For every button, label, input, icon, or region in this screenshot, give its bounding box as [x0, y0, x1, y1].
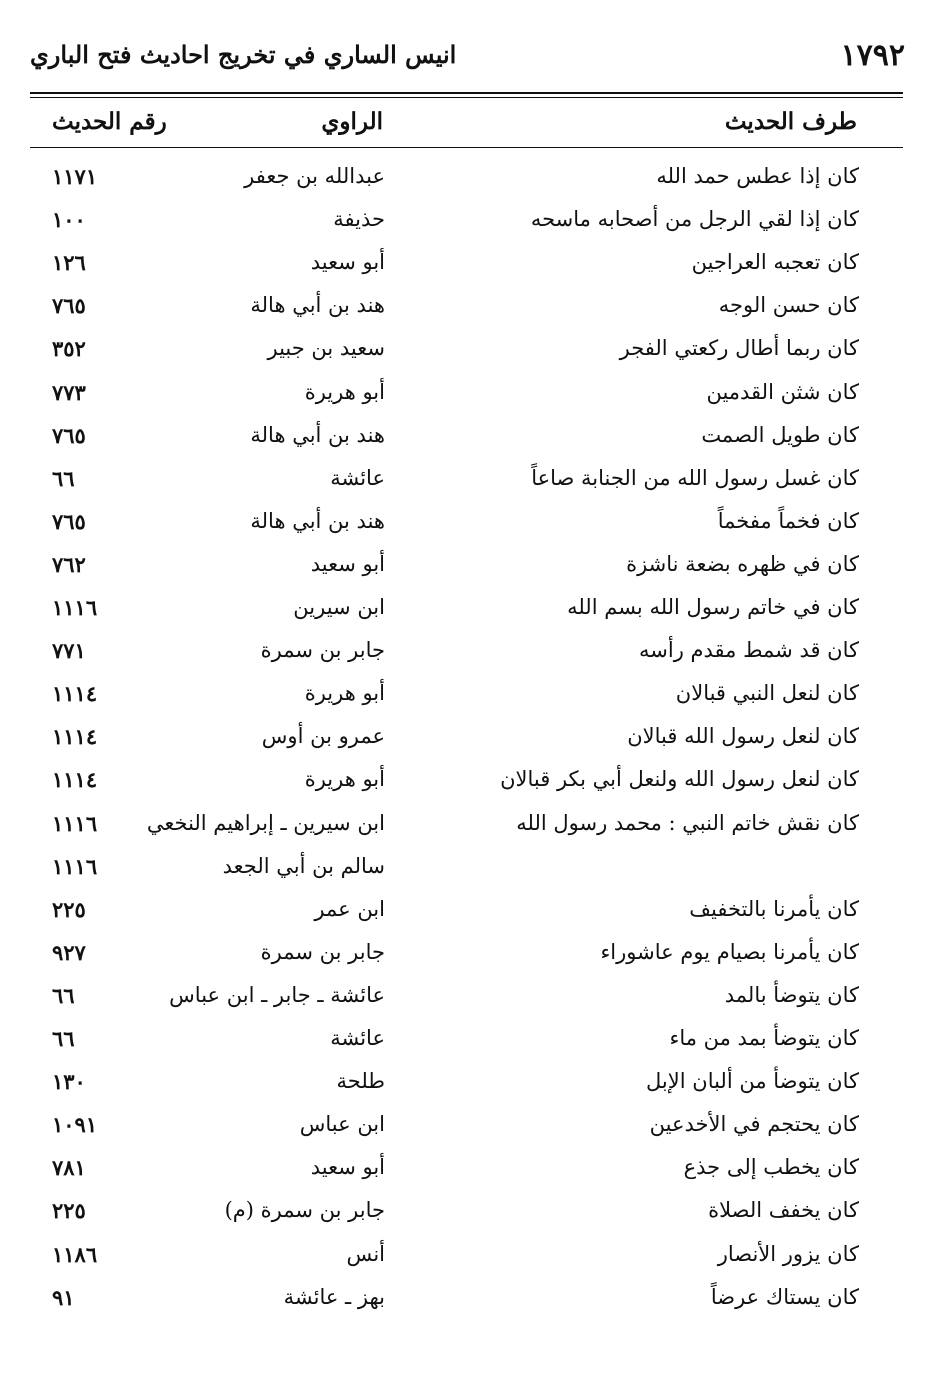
narrator-name: أبو هريرة: [304, 767, 385, 791]
hadith-number: ١٠٠: [52, 207, 86, 232]
hadith-number: ٧٦٥: [52, 423, 86, 448]
narrator-name: عمرو بن أوس: [261, 724, 385, 748]
narrator-name: هند بن أبي هالة: [250, 293, 385, 317]
column-heading-hadith: طرف الحديث: [724, 108, 857, 135]
hadith-text: كان لنعل النبي قبالان: [675, 681, 859, 705]
table-row: [0, 284, 945, 327]
running-head: [30, 36, 905, 78]
page-number: ١٧٩٢: [840, 38, 905, 73]
table-row: [0, 1233, 945, 1276]
hadith-text: كان يتوضأ بمد من ماء: [669, 1026, 859, 1050]
hadith-number: ٧٧١: [52, 638, 86, 663]
header-rule-thin: [30, 97, 903, 98]
column-heading-number: رقم الحديث: [52, 108, 167, 135]
hadith-number: ٧٦٢: [52, 552, 86, 577]
hadith-number: ١١١٤: [52, 767, 98, 792]
table-row: [0, 931, 945, 974]
hadith-text: كان يخطب إلى جذع: [683, 1155, 859, 1179]
hadith-text: كان نقش خاتم النبي : محمد رسول الله: [516, 811, 859, 835]
table-row: [0, 802, 945, 845]
hadith-text: كان طويل الصمت: [701, 423, 859, 447]
hadith-number: ١١١٤: [52, 681, 98, 706]
hadith-text: كان لنعل رسول الله قبالان: [627, 724, 859, 748]
table-row: [0, 543, 945, 586]
narrator-name: جابر بن سمرة (م): [224, 1198, 385, 1222]
narrator-name: طلحة: [336, 1069, 385, 1093]
table-row: [0, 155, 945, 198]
table-row: [0, 457, 945, 500]
narrator-name: سالم بن أبي الجعد: [222, 854, 385, 878]
hadith-text: كان يستاك عرضاً: [710, 1285, 859, 1309]
hadith-number: ١١٧١: [52, 164, 98, 189]
narrator-name: ابن عباس: [299, 1112, 385, 1136]
hadith-number: ١١١٦: [52, 595, 98, 620]
hadith-number: ٦٦: [52, 1026, 75, 1051]
table-row: [0, 198, 945, 241]
hadith-number: ٦٦: [52, 466, 75, 491]
table-row: [0, 414, 945, 457]
table-row: [0, 586, 945, 629]
table-row: [0, 371, 945, 414]
table-row: [0, 1189, 945, 1232]
narrator-name: جابر بن سمرة: [260, 638, 385, 662]
hadith-number: ٧٨١: [52, 1155, 86, 1180]
hadith-text: كان يزور الأنصار: [717, 1242, 859, 1266]
hadith-text: كان غسل رسول الله من الجنابة صاعاً: [531, 466, 859, 490]
hadith-number: ١١٨٦: [52, 1242, 98, 1267]
narrator-name: عبدالله بن جعفر: [244, 164, 385, 188]
table-row: [0, 1017, 945, 1060]
narrator-name: أبو سعيد: [310, 552, 385, 576]
narrator-name: حذيفة: [333, 207, 385, 231]
table-row: [0, 327, 945, 370]
narrator-name: ابن عمر: [314, 897, 385, 921]
hadith-number: ١١١٦: [52, 811, 98, 836]
hadith-number: ٢٢٥: [52, 1198, 86, 1223]
hadith-text: كان شثن القدمين: [706, 380, 859, 404]
hadith-text: كان يخفف الصلاة: [708, 1198, 859, 1222]
table-row: [0, 1103, 945, 1146]
header-rule: [30, 92, 903, 94]
hadith-text: كان تعجبه العراجين: [691, 250, 859, 274]
narrator-name: أبو سعيد: [310, 1155, 385, 1179]
hadith-number: ٩١: [52, 1285, 75, 1310]
table-row: [0, 758, 945, 801]
narrator-name: أبو سعيد: [310, 250, 385, 274]
hadith-text: كان يحتجم في الأخدعين: [649, 1112, 859, 1136]
narrator-name: هند بن أبي هالة: [250, 509, 385, 533]
hadith-number: ٧٦٥: [52, 509, 86, 534]
hadith-number: ٧٧٣: [52, 380, 86, 405]
hadith-text: كان فخماً مفخماً: [717, 509, 859, 533]
column-heading-rule: [30, 147, 903, 148]
narrator-name: هند بن أبي هالة: [250, 423, 385, 447]
hadith-text: كان لنعل رسول الله ولنعل أبي بكر قبالان: [500, 767, 859, 791]
hadith-number: ٧٦٥: [52, 293, 86, 318]
hadith-text: كان ربما أطال ركعتي الفجر: [619, 336, 859, 360]
table-row: [0, 715, 945, 758]
hadith-text: كان قد شمط مقدم رأسه: [639, 638, 859, 662]
table-row: [0, 845, 945, 888]
narrator-name: عائشة: [330, 1026, 385, 1050]
hadith-text: كان يأمرنا بصيام يوم عاشوراء: [600, 940, 859, 964]
table-row: [0, 1146, 945, 1189]
table-row: [0, 888, 945, 931]
narrator-name: بهز ـ عائشة: [283, 1285, 385, 1309]
narrator-name: أبو هريرة: [304, 380, 385, 404]
hadith-number: ٣٥٢: [52, 336, 86, 361]
narrator-name: عائشة: [330, 466, 385, 490]
column-heading-narrator: الراوي: [321, 108, 383, 135]
hadith-text: كان في خاتم رسول الله بسم الله: [567, 595, 859, 619]
table-row: [0, 1276, 945, 1319]
hadith-text: كان يتوضأ بالمد: [724, 983, 859, 1007]
hadith-number: ١٠٩١: [52, 1112, 98, 1137]
hadith-number: ٢٢٥: [52, 897, 86, 922]
narrator-name: ابن سيرين ـ إبراهيم النخعي: [146, 811, 385, 835]
narrator-name: أنس: [346, 1242, 385, 1266]
hadith-text: كان في ظهره بضعة ناشزة: [626, 552, 859, 576]
narrator-name: عائشة ـ جابر ـ ابن عباس: [169, 983, 385, 1007]
hadith-text: كان يتوضأ من ألبان الإبل: [646, 1069, 859, 1093]
hadith-text: كان إذا عطس حمد الله: [656, 164, 859, 188]
book-title: انيس الساري في تخريج احاديث فتح الباري: [30, 40, 457, 69]
hadith-text: كان حسن الوجه: [718, 293, 859, 317]
hadith-text: كان يأمرنا بالتخفيف: [689, 897, 859, 921]
hadith-number: ١٣٠: [52, 1069, 86, 1094]
table-row: [0, 500, 945, 543]
hadith-number: ٩٢٧: [52, 940, 86, 965]
narrator-name: جابر بن سمرة: [260, 940, 385, 964]
narrator-name: أبو هريرة: [304, 681, 385, 705]
hadith-number: ١١١٤: [52, 724, 98, 749]
table-row: [0, 974, 945, 1017]
table-row: [0, 629, 945, 672]
table-row: [0, 1060, 945, 1103]
narrator-name: ابن سيرين: [293, 595, 385, 619]
hadith-text: كان إذا لقي الرجل من أصحابه ماسحه: [530, 207, 859, 231]
hadith-number: ١١١٦: [52, 854, 98, 879]
narrator-name: سعيد بن جبير: [267, 336, 385, 360]
table-row: [0, 241, 945, 284]
hadith-number: ١٢٦: [52, 250, 86, 275]
table-row: [0, 672, 945, 715]
hadith-number: ٦٦: [52, 983, 75, 1008]
